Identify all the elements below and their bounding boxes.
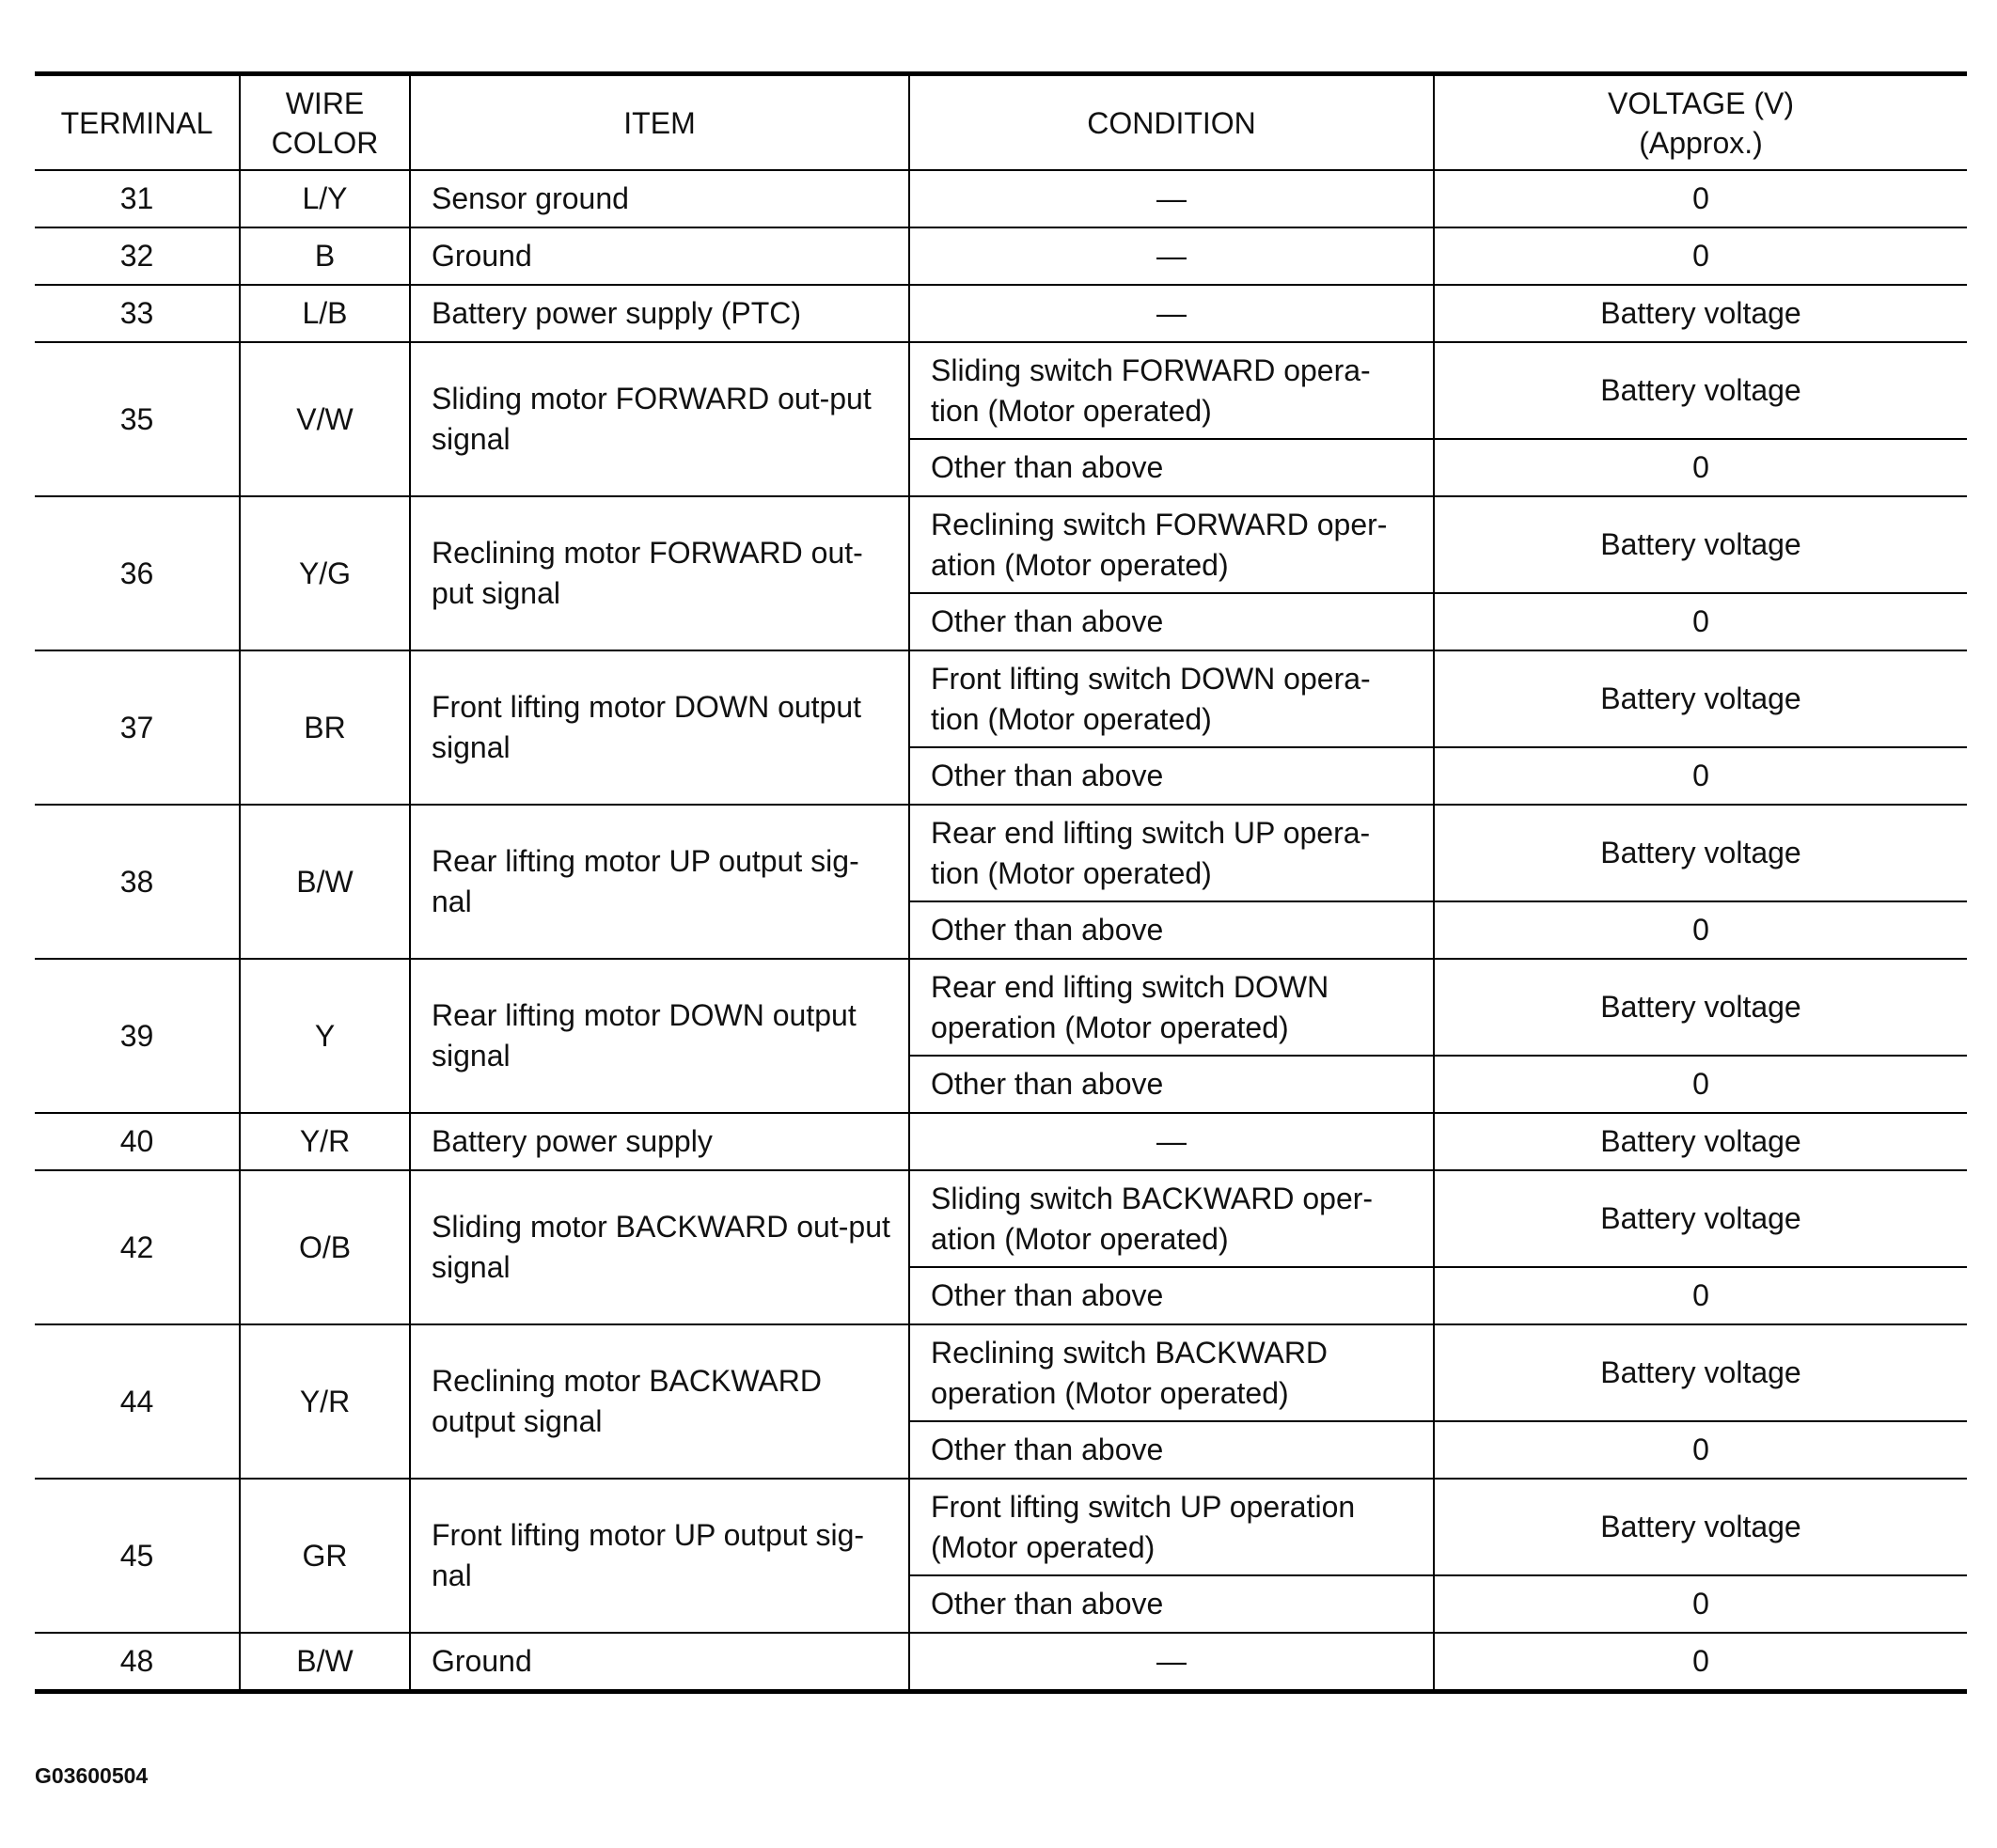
condition-cell: Reclining switch BACKWARD operation (Motor operated) [909,1324,1434,1421]
table-row [35,1324,1967,1421]
voltage-cell: Battery voltage [1434,285,1967,342]
voltage-cell: Battery voltage [1434,650,1967,747]
voltage-cell: Battery voltage [1434,1113,1967,1170]
table-row [35,1170,1967,1267]
item-cell: Battery power supply [410,1113,909,1170]
condition-cell: — [909,227,1434,285]
header-wire-color-label: WIRE COLOR [271,86,379,160]
condition-cell: — [909,285,1434,342]
terminal-cell: 32 [35,227,240,285]
terminal-cell: 31 [35,170,240,227]
item-cell: Front lifting motor DOWN output signal [410,650,909,805]
item-cell: Ground [410,227,909,285]
item-cell: Ground [410,1633,909,1692]
condition-cell: Reclining switch FORWARD oper-ation (Motor operated) [909,496,1434,593]
wire-color-cell: B/W [240,805,410,959]
item-cell: Rear lifting motor DOWN output signal [410,959,909,1113]
condition-cell: Other than above [909,1267,1434,1324]
item-cell: Sliding motor FORWARD out-put signal [410,342,909,496]
wire-color-cell: Y/R [240,1324,410,1479]
voltage-cell: 0 [1434,747,1967,805]
condition-cell: Other than above [909,747,1434,805]
header-condition: CONDITION [909,74,1434,171]
terminal-cell: 48 [35,1633,240,1692]
condition-cell: Other than above [909,593,1434,650]
terminal-cell: 33 [35,285,240,342]
wire-color-cell: BR [240,650,410,805]
voltage-cell: 0 [1434,227,1967,285]
table-row [35,170,1967,227]
voltage-cell: 0 [1434,593,1967,650]
condition-cell: — [909,1633,1434,1692]
header-terminal: TERMINAL [35,74,240,171]
condition-cell: Sliding switch BACKWARD oper-ation (Motor operated) [909,1170,1434,1267]
terminal-cell: 36 [35,496,240,650]
wire-color-cell: B [240,227,410,285]
wire-color-cell: L/Y [240,170,410,227]
terminal-cell: 45 [35,1479,240,1633]
voltage-cell: 0 [1434,439,1967,496]
condition-cell: Front lifting switch UP operation (Motor operated) [909,1479,1434,1575]
voltage-cell: Battery voltage [1434,1170,1967,1267]
wire-color-cell: GR [240,1479,410,1633]
item-cell: Battery power supply (PTC) [410,285,909,342]
voltage-cell: 0 [1434,170,1967,227]
terminal-cell: 40 [35,1113,240,1170]
condition-cell: Other than above [909,1421,1434,1479]
table-row [35,1633,1967,1692]
wire-color-cell: Y [240,959,410,1113]
condition-cell: Other than above [909,1575,1434,1633]
terminal-cell: 42 [35,1170,240,1324]
wire-color-cell: O/B [240,1170,410,1324]
header-voltage [1434,74,1967,171]
voltage-cell: 0 [1434,1056,1967,1113]
table-row [35,650,1967,747]
table-row [35,496,1967,593]
table-body [35,170,1967,1692]
condition-cell: Sliding switch FORWARD opera-tion (Motor operated) [909,342,1434,439]
wire-color-cell: Y/R [240,1113,410,1170]
table-row [35,285,1967,342]
item-cell: Front lifting motor UP output sig-nal [410,1479,909,1633]
condition-cell: — [909,1113,1434,1170]
condition-cell: Other than above [909,901,1434,959]
item-cell: Reclining motor FORWARD out-put signal [410,496,909,650]
voltage-cell: 0 [1434,1633,1967,1692]
condition-cell: Other than above [909,1056,1434,1113]
wire-color-cell: Y/G [240,496,410,650]
terminal-spec-table [35,71,1967,1694]
header-wire-color [240,74,410,171]
condition-cell: Rear end lifting switch DOWN operation (Motor operated) [909,959,1434,1056]
header-voltage-sub: (Approx.) [1639,125,1763,160]
voltage-cell: 0 [1434,1421,1967,1479]
table-row [35,805,1967,901]
table-row [35,959,1967,1056]
voltage-cell: Battery voltage [1434,1479,1967,1575]
wire-color-cell: B/W [240,1633,410,1692]
condition-cell: Front lifting switch DOWN opera-tion (Motor operated) [909,650,1434,747]
table-row [35,1479,1967,1575]
terminal-cell: 35 [35,342,240,496]
table-row [35,1113,1967,1170]
voltage-cell: Battery voltage [1434,805,1967,901]
table-row [35,227,1967,285]
terminal-cell: 38 [35,805,240,959]
terminal-cell: 44 [35,1324,240,1479]
voltage-cell: Battery voltage [1434,1324,1967,1421]
table-header [35,74,1967,171]
figure-id: G03600504 [35,1763,149,1788]
item-cell: Reclining motor BACKWARD output signal [410,1324,909,1479]
table-row [35,342,1967,439]
voltage-cell: Battery voltage [1434,496,1967,593]
wire-color-cell: L/B [240,285,410,342]
item-cell: Rear lifting motor UP output sig-nal [410,805,909,959]
terminal-cell: 39 [35,959,240,1113]
header-voltage-label: VOLTAGE (V) [1608,86,1794,120]
condition-cell: Rear end lifting switch UP opera-tion (Motor operated) [909,805,1434,901]
item-cell: Sliding motor BACKWARD out-put signal [410,1170,909,1324]
item-cell: Sensor ground [410,170,909,227]
condition-cell: — [909,170,1434,227]
header-item: ITEM [410,74,909,171]
voltage-cell: 0 [1434,1267,1967,1324]
voltage-cell: 0 [1434,1575,1967,1633]
voltage-cell: 0 [1434,901,1967,959]
wire-color-cell: V/W [240,342,410,496]
condition-cell: Other than above [909,439,1434,496]
terminal-cell: 37 [35,650,240,805]
voltage-cell: Battery voltage [1434,959,1967,1056]
voltage-cell: Battery voltage [1434,342,1967,439]
